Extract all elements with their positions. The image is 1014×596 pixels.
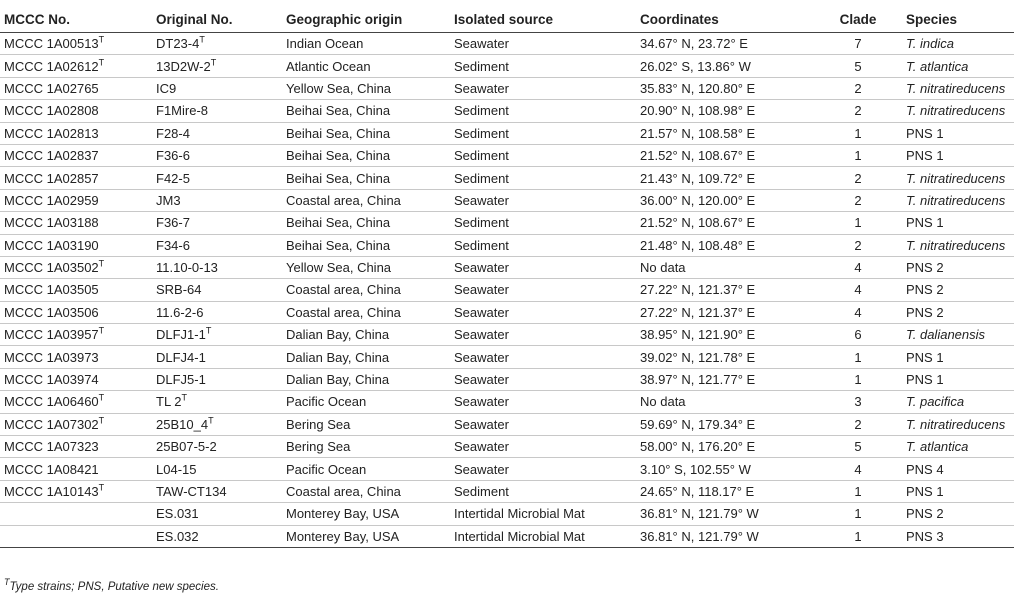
cell-clade: 6 xyxy=(854,327,862,343)
cell-clade: 1 xyxy=(854,372,862,388)
cell-coordinates: 21.57° N, 108.58° E xyxy=(640,125,756,141)
cell-isolated-source: Sediment xyxy=(454,58,509,74)
cell-clade: 4 xyxy=(854,282,862,298)
mccc-no-text: MCCC 1A02959 xyxy=(4,192,99,208)
original-no-text: 25B07-5-2 xyxy=(156,439,217,455)
table-row xyxy=(0,436,1014,458)
cell-coordinates: 58.00° N, 176.20° E xyxy=(640,439,756,455)
cell-species: PNS 3 xyxy=(906,528,944,544)
cell-geographic-origin: Indian Ocean xyxy=(286,36,364,52)
cell-coordinates: 38.95° N, 121.90° E xyxy=(640,327,756,343)
original-no-text: 11.10-0-13 xyxy=(156,260,218,276)
cell-original-no xyxy=(156,234,286,256)
orig-type-sup: T xyxy=(205,325,212,336)
table-row xyxy=(0,480,1014,502)
cell-original-no xyxy=(156,256,286,278)
original-no-text: ES.031 xyxy=(156,506,199,522)
cell-isolated-source: Sediment xyxy=(454,237,509,253)
cell-isolated-source: Seawater xyxy=(454,372,509,388)
cell-original-no xyxy=(156,525,286,547)
mccc-no-text: MCCC 1A03506 xyxy=(4,304,99,320)
table-row xyxy=(0,189,1014,211)
table-row xyxy=(0,212,1014,234)
header-isolated-source: Isolated source xyxy=(454,11,554,27)
mccc-type-sup: T xyxy=(98,258,105,269)
cell-clade: 1 xyxy=(854,349,862,365)
cell-species: T. atlantica xyxy=(906,58,969,74)
cell-original-no xyxy=(156,279,286,301)
cell-geographic-origin: Beihai Sea, China xyxy=(286,125,391,141)
cell-species: T. nitratireducens xyxy=(906,237,1006,253)
table-row xyxy=(0,234,1014,256)
cell-original-no xyxy=(156,122,286,144)
cell-coordinates: No data xyxy=(640,394,686,410)
header-coordinates: Coordinates xyxy=(640,11,719,27)
footnote xyxy=(4,577,219,593)
cell-isolated-source: Sediment xyxy=(454,484,509,499)
cell-species: PNS 2 xyxy=(906,260,944,276)
cell-isolated-source: Sediment xyxy=(454,170,509,186)
cell-isolated-source: Sediment xyxy=(454,125,509,141)
cell-isolated-source: Sediment xyxy=(454,148,509,164)
cell-isolated-source: Sediment xyxy=(454,103,509,119)
original-no-text: ES.032 xyxy=(156,528,199,544)
cell-isolated-source: Seawater xyxy=(454,327,509,343)
mccc-no-text: MCCC 1A03188 xyxy=(4,215,99,231)
header-species: Species xyxy=(906,11,958,27)
cell-coordinates: 21.52° N, 108.67° E xyxy=(640,148,756,164)
table-row xyxy=(0,77,1014,99)
cell-isolated-source: Seawater xyxy=(454,80,509,96)
cell-species: PNS 1 xyxy=(906,484,944,499)
cell-species: PNS 2 xyxy=(906,506,944,522)
mccc-type-sup: T xyxy=(98,482,105,493)
cell-coordinates: 21.48° N, 108.48° E xyxy=(640,237,756,253)
cell-species: T. dalianensis xyxy=(906,327,986,343)
original-no-text: TL 2 xyxy=(156,394,182,410)
cell-geographic-origin: Yellow Sea, China xyxy=(286,260,392,276)
cell-geographic-origin: Coastal area, China xyxy=(286,484,401,499)
cell-original-no xyxy=(156,503,286,525)
cell-species: PNS 2 xyxy=(906,282,944,298)
table-row xyxy=(0,368,1014,390)
cell-mccc-no xyxy=(0,256,156,278)
orig-type-sup: T xyxy=(181,393,188,404)
mccc-no-text: MCCC 1A03957 xyxy=(4,327,99,343)
table-row xyxy=(0,346,1014,368)
cell-coordinates: 36.00° N, 120.00° E xyxy=(640,192,756,208)
cell-mccc-no xyxy=(0,436,156,458)
cell-original-no xyxy=(156,368,286,390)
table-row xyxy=(0,122,1014,144)
mccc-no-text: MCCC 1A03973 xyxy=(4,349,99,365)
cell-coordinates: 3.10° S, 102.55° W xyxy=(640,461,751,477)
cell-isolated-source: Seawater xyxy=(454,304,509,320)
original-no-text: 11.6-2-6 xyxy=(156,304,204,320)
original-no-text: F42-5 xyxy=(156,170,190,186)
mccc-no-text: MCCC 1A00513 xyxy=(4,36,99,52)
cell-mccc-no xyxy=(0,301,156,323)
cell-geographic-origin: Beihai Sea, China xyxy=(286,237,391,253)
cell-geographic-origin: Yellow Sea, China xyxy=(286,80,392,96)
cell-mccc-no xyxy=(0,189,156,211)
cell-clade: 2 xyxy=(854,170,862,186)
cell-isolated-source: Seawater xyxy=(454,394,509,410)
cell-geographic-origin: Dalian Bay, China xyxy=(286,372,390,388)
mccc-no-text: MCCC 1A02765 xyxy=(4,80,99,96)
cell-clade: 2 xyxy=(854,103,862,119)
cell-original-no xyxy=(156,55,286,77)
cell-isolated-source: Sediment xyxy=(454,215,509,231)
cell-clade: 1 xyxy=(854,125,862,141)
cell-isolated-source: Intertidal Microbial Mat xyxy=(454,528,585,544)
cell-clade: 1 xyxy=(854,484,862,499)
cell-original-no xyxy=(156,346,286,368)
table-row xyxy=(0,55,1014,77)
cell-clade: 4 xyxy=(854,304,862,320)
original-no-text: F28-4 xyxy=(156,125,190,141)
cell-clade: 4 xyxy=(854,461,862,477)
cell-species: T. nitratireducens xyxy=(906,416,1006,432)
cell-mccc-no xyxy=(0,77,156,99)
cell-species: PNS 1 xyxy=(906,125,944,141)
cell-mccc-no xyxy=(0,324,156,346)
orig-type-sup: T xyxy=(210,57,217,68)
cell-isolated-source: Seawater xyxy=(454,260,509,276)
cell-species: PNS 4 xyxy=(906,461,944,477)
cell-mccc-no xyxy=(0,391,156,413)
cell-clade: 2 xyxy=(854,192,862,208)
mccc-type-sup: T xyxy=(98,415,105,426)
cell-isolated-source: Seawater xyxy=(454,36,509,52)
cell-mccc-no xyxy=(0,503,156,525)
mccc-type-sup: T xyxy=(98,325,105,336)
mccc-no-text: MCCC 1A02837 xyxy=(4,148,99,164)
cell-species: T. nitratireducens xyxy=(906,170,1006,186)
cell-species: PNS 1 xyxy=(906,349,944,365)
original-no-text: IC9 xyxy=(156,80,177,96)
table-row xyxy=(0,525,1014,547)
cell-geographic-origin: Beihai Sea, China xyxy=(286,148,391,164)
original-no-text: F36-6 xyxy=(156,148,190,164)
strain-table xyxy=(0,6,1014,548)
table-body xyxy=(0,33,1014,548)
cell-coordinates: 20.90° N, 108.98° E xyxy=(640,103,756,119)
mccc-type-sup: T xyxy=(98,393,105,404)
cell-geographic-origin: Bering Sea xyxy=(286,416,351,432)
mccc-type-sup: T xyxy=(98,57,105,68)
cell-original-no xyxy=(156,391,286,413)
original-no-text: SRB-64 xyxy=(156,282,202,298)
cell-species: T. nitratireducens xyxy=(906,192,1006,208)
cell-geographic-origin: Coastal area, China xyxy=(286,192,401,208)
mccc-no-text: MCCC 1A03502 xyxy=(4,260,99,276)
cell-coordinates: 36.81° N, 121.79° W xyxy=(640,528,759,544)
original-no-text: DT23-4 xyxy=(156,36,200,52)
cell-original-no xyxy=(156,212,286,234)
cell-original-no xyxy=(156,436,286,458)
cell-mccc-no xyxy=(0,55,156,77)
table-header-row xyxy=(0,6,1014,33)
cell-clade: 1 xyxy=(854,506,862,522)
cell-mccc-no xyxy=(0,212,156,234)
mccc-no-text: MCCC 1A07302 xyxy=(4,416,99,432)
cell-geographic-origin: Atlantic Ocean xyxy=(286,58,371,74)
cell-isolated-source: Intertidal Microbial Mat xyxy=(454,506,585,522)
cell-coordinates: No data xyxy=(640,260,686,276)
orig-type-sup: T xyxy=(199,34,205,45)
cell-clade: 2 xyxy=(854,237,862,253)
original-no-text: F1Mire-8 xyxy=(156,103,209,119)
cell-clade: 5 xyxy=(854,439,862,455)
mccc-type-sup: T xyxy=(98,34,105,45)
cell-geographic-origin: Dalian Bay, China xyxy=(286,327,390,343)
cell-clade: 2 xyxy=(854,416,862,432)
cell-mccc-no xyxy=(0,346,156,368)
header-geographic-origin: Geographic origin xyxy=(286,11,403,27)
cell-geographic-origin: Bering Sea xyxy=(286,439,351,455)
cell-coordinates: 39.02° N, 121.78° E xyxy=(640,349,756,365)
cell-mccc-no xyxy=(0,122,156,144)
table-row xyxy=(0,458,1014,480)
mccc-no-text: MCCC 1A03974 xyxy=(4,372,99,388)
mccc-no-text: MCCC 1A06460 xyxy=(4,394,99,410)
original-no-text: DLFJ5-1 xyxy=(156,372,206,388)
mccc-no-text: MCCC 1A02857 xyxy=(4,170,99,186)
cell-species: PNS 1 xyxy=(906,372,944,388)
cell-original-no xyxy=(156,189,286,211)
original-no-text: F34-6 xyxy=(156,237,190,253)
cell-clade: 1 xyxy=(854,528,862,544)
cell-coordinates: 34.67° N, 23.72° E xyxy=(640,36,748,52)
cell-clade: 1 xyxy=(854,215,862,231)
cell-clade: 4 xyxy=(854,260,862,276)
cell-coordinates: 36.81° N, 121.79° W xyxy=(640,506,759,522)
table-row xyxy=(0,279,1014,301)
cell-coordinates: 38.97° N, 121.77° E xyxy=(640,372,756,388)
cell-species: T. pacifica xyxy=(906,394,965,410)
original-no-text: DLFJ4-1 xyxy=(156,349,206,365)
cell-mccc-no xyxy=(0,279,156,301)
table-row xyxy=(0,167,1014,189)
cell-mccc-no xyxy=(0,368,156,390)
orig-type-sup: T xyxy=(208,415,214,426)
table-row xyxy=(0,33,1014,55)
cell-mccc-no xyxy=(0,144,156,166)
cell-coordinates: 24.65° N, 118.17° E xyxy=(640,484,755,499)
mccc-no-text: MCCC 1A03505 xyxy=(4,282,99,298)
cell-mccc-no xyxy=(0,33,156,55)
cell-clade: 3 xyxy=(854,394,862,410)
cell-original-no xyxy=(156,301,286,323)
cell-species: PNS 2 xyxy=(906,304,944,320)
cell-geographic-origin: Beihai Sea, China xyxy=(286,215,391,231)
original-no-text: 13D2W-2 xyxy=(156,58,211,74)
cell-mccc-no xyxy=(0,234,156,256)
cell-geographic-origin: Coastal area, China xyxy=(286,282,401,298)
table-row xyxy=(0,413,1014,435)
original-no-text: F36-7 xyxy=(156,215,190,231)
footnote-text: Type strains; PNS, Putative new species. xyxy=(9,581,219,593)
cell-isolated-source: Seawater xyxy=(454,461,509,477)
cell-coordinates: 26.02° S, 13.86° W xyxy=(640,58,751,74)
cell-original-no xyxy=(156,324,286,346)
original-no-text: L04-15 xyxy=(156,461,197,477)
cell-isolated-source: Seawater xyxy=(454,349,509,365)
header-original-no: Original No. xyxy=(156,11,233,27)
cell-mccc-no xyxy=(0,100,156,122)
cell-geographic-origin: Coastal area, China xyxy=(286,304,401,320)
cell-geographic-origin: Beihai Sea, China xyxy=(286,170,391,186)
mccc-no-text: MCCC 1A02808 xyxy=(4,103,99,119)
cell-species: PNS 1 xyxy=(906,215,944,231)
original-no-text: 25B10_4 xyxy=(156,416,209,432)
cell-original-no xyxy=(156,77,286,99)
table-row xyxy=(0,391,1014,413)
cell-original-no xyxy=(156,144,286,166)
original-no-text: TAW-CT134 xyxy=(156,484,227,499)
cell-geographic-origin: Beihai Sea, China xyxy=(286,103,391,119)
cell-isolated-source: Seawater xyxy=(454,439,509,455)
original-no-text: JM3 xyxy=(156,192,181,208)
header-mccc-no: MCCC No. xyxy=(4,11,70,27)
cell-species: T. nitratireducens xyxy=(906,80,1006,96)
cell-clade: 1 xyxy=(854,148,862,164)
mccc-no-text: MCCC 1A10143 xyxy=(4,484,99,499)
cell-geographic-origin: Pacific Ocean xyxy=(286,394,367,410)
table-row xyxy=(0,503,1014,525)
cell-species: T. indica xyxy=(906,36,954,52)
cell-mccc-no xyxy=(0,458,156,480)
cell-isolated-source: Seawater xyxy=(454,416,509,432)
cell-species: T. nitratireducens xyxy=(906,103,1006,119)
table-row xyxy=(0,324,1014,346)
cell-original-no xyxy=(156,167,286,189)
cell-coordinates: 27.22° N, 121.37° E xyxy=(640,282,756,298)
footnote-sup: T xyxy=(4,577,10,588)
cell-coordinates: 27.22° N, 121.37° E xyxy=(640,304,756,320)
cell-clade: 2 xyxy=(854,80,862,96)
mccc-no-text: MCCC 1A02612 xyxy=(4,58,99,74)
cell-coordinates: 59.69° N, 179.34° E xyxy=(640,416,756,432)
cell-mccc-no xyxy=(0,525,156,547)
table-row xyxy=(0,301,1014,323)
cell-clade: 5 xyxy=(854,58,862,74)
original-no-text: DLFJ1-1 xyxy=(156,327,206,343)
cell-original-no xyxy=(156,458,286,480)
table-row xyxy=(0,256,1014,278)
cell-isolated-source: Seawater xyxy=(454,192,509,208)
cell-original-no xyxy=(156,100,286,122)
cell-original-no xyxy=(156,33,286,55)
cell-geographic-origin: Pacific Ocean xyxy=(286,461,367,477)
cell-geographic-origin: Monterey Bay, USA xyxy=(286,506,400,522)
cell-coordinates: 21.43° N, 109.72° E xyxy=(640,170,756,186)
cell-coordinates: 21.52° N, 108.67° E xyxy=(640,215,756,231)
mccc-no-text: MCCC 1A08421 xyxy=(4,461,99,477)
cell-species: PNS 1 xyxy=(906,148,944,164)
mccc-no-text: MCCC 1A02813 xyxy=(4,125,99,141)
cell-original-no xyxy=(156,480,286,502)
table-row xyxy=(0,144,1014,166)
mccc-no-text: MCCC 1A03190 xyxy=(4,237,99,253)
cell-geographic-origin: Monterey Bay, USA xyxy=(286,528,400,544)
cell-isolated-source: Seawater xyxy=(454,282,509,298)
cell-species: T. atlantica xyxy=(906,439,969,455)
cell-mccc-no xyxy=(0,413,156,435)
cell-mccc-no xyxy=(0,167,156,189)
cell-coordinates: 35.83° N, 120.80° E xyxy=(640,80,756,96)
cell-clade: 7 xyxy=(854,36,862,52)
cell-original-no xyxy=(156,413,286,435)
cell-mccc-no xyxy=(0,480,156,502)
mccc-no-text: MCCC 1A07323 xyxy=(4,439,99,455)
cell-geographic-origin: Dalian Bay, China xyxy=(286,349,390,365)
header-clade: Clade xyxy=(839,11,877,27)
table-row xyxy=(0,100,1014,122)
